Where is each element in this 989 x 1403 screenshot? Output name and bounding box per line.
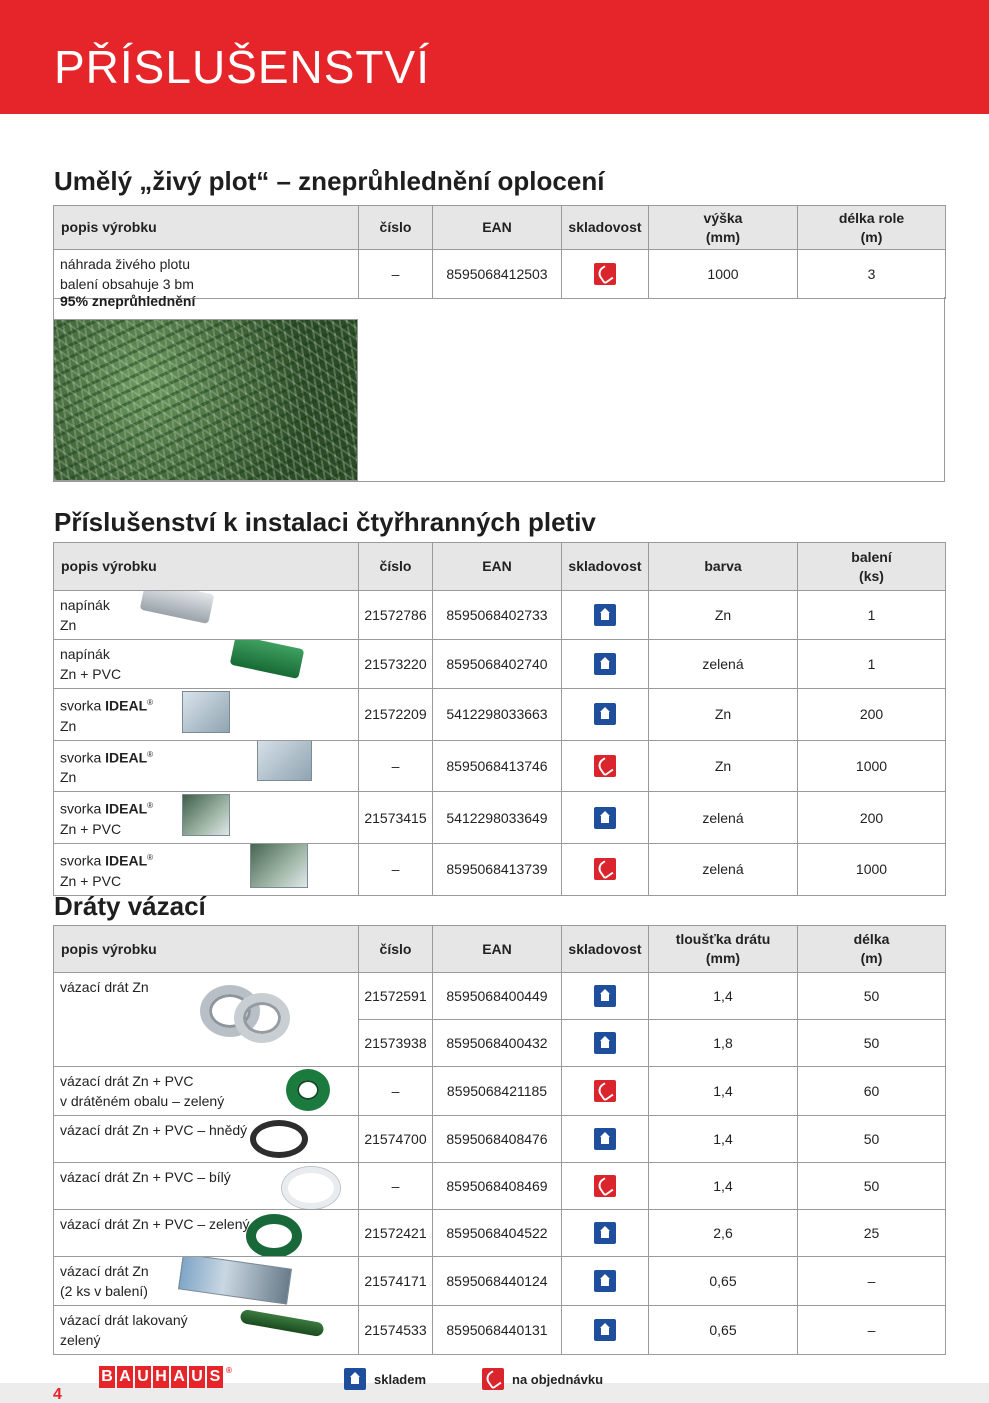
brand-name: IDEAL [105,800,148,817]
cell-number: – [359,1163,433,1210]
top-banner [0,0,989,114]
cell-package: 1000 [798,843,946,895]
row-description [54,250,359,299]
brand-name: IDEAL [105,697,148,714]
house-icon [594,1319,616,1341]
phone-icon [594,755,616,777]
table-header [54,543,946,591]
cell-thickness: 0,65 [649,1257,798,1306]
table-row [54,843,946,895]
desc-text [60,1310,352,1350]
house-icon [594,1032,616,1054]
row-description [54,689,359,741]
cell-number: 21574700 [359,1116,433,1163]
house-icon [594,807,616,829]
desc-line-2: v drátěném obalu – zelený [60,1093,225,1109]
cell-number: 21573415 [359,792,433,844]
cell-ean: 8595068413739 [433,843,562,895]
cell-color: Zn [649,689,798,741]
house-icon [594,1270,616,1292]
desc-line-2: Zn + PVC [60,872,122,889]
desc-text [60,693,352,736]
cell-stock [562,1306,649,1355]
desc-line-2: Zn + PVC [60,820,122,837]
cell-color: zelená [649,792,798,844]
cell-height: 1000 [649,250,798,299]
desc-text [60,1120,352,1140]
cell-stock [562,689,649,741]
bauhaus-logo [99,1366,233,1388]
desc-text [60,595,352,635]
desc-line-1: svorka [60,749,106,766]
cell-ean: 8595068413746 [433,740,562,792]
cell-length: 25 [798,1210,946,1257]
legend-order-label: na objednávku [512,1371,604,1387]
cell-stock [562,1163,649,1210]
cell-thickness: 2,6 [649,1210,798,1257]
row-description [54,1163,359,1210]
brand-name: IDEAL [105,749,148,766]
house-icon [594,1222,616,1244]
cell-stock [562,1210,649,1257]
col-header-roll-length: délka role (m) [798,206,946,250]
cell-number: 21572209 [359,689,433,741]
table-header [54,206,946,250]
row-description [54,740,359,792]
phone-icon [594,1080,616,1102]
cell-thickness: 1,8 [649,1020,798,1067]
section-title-hedge: Umělý „živý plot“ – zneprůhlednění oplocení [54,166,605,196]
row-description [54,1257,359,1306]
desc-line-1: svorka [60,800,106,817]
desc-text [60,848,352,891]
col-header-color: barva [649,543,798,591]
cell-ean: 8595068440131 [433,1306,562,1355]
cell-ean: 8595068412503 [433,250,562,299]
desc-text [60,1261,352,1301]
desc-line-1: svorka [60,852,106,869]
cell-length: – [798,1257,946,1306]
cell-stock [562,250,649,299]
house-icon [594,703,616,725]
cell-color: Zn [649,740,798,792]
table-row [54,1306,946,1355]
desc-line [60,693,352,716]
col-header-number: číslo [359,543,433,591]
cell-stock [562,843,649,895]
cell-stock [562,1020,649,1067]
table-row [54,1116,946,1163]
hedge-table [53,205,946,299]
col-header-stock: skladovost [562,206,649,250]
cell-thickness: 1,4 [649,1163,798,1210]
legend-order [482,1368,603,1390]
cell-thickness: 1,4 [649,1116,798,1163]
cell-stock [562,591,649,640]
row-description [54,973,359,1067]
cell-length: 50 [798,1020,946,1067]
wires-table [53,925,946,1355]
cell-number: 21573220 [359,640,433,689]
table-row [54,1257,946,1306]
col-header-number: číslo [359,926,433,973]
row-description [54,640,359,689]
cell-thickness: 1,4 [649,973,798,1020]
cell-stock [562,973,649,1020]
cell-number: – [359,1067,433,1116]
cell-length: 50 [798,973,946,1020]
registered-mark: ® [147,698,154,707]
cell-ean: 8595068440124 [433,1257,562,1306]
registered-mark: ® [147,749,154,759]
cell-stock [562,1116,649,1163]
desc-line-2: Zn [60,717,77,734]
table-header [54,926,946,973]
row-description [54,1067,359,1116]
logo-letter: U [189,1366,205,1388]
desc-line-2: zelený [60,1332,101,1348]
page-number: 4 [53,1386,62,1403]
cell-thickness: 1,4 [649,1067,798,1116]
cell-number: – [359,740,433,792]
cell-ean: 8595068402733 [433,591,562,640]
cell-length: 50 [798,1163,946,1210]
table-row [54,640,946,689]
cell-ean: 5412298033649 [433,792,562,844]
table-row [54,1067,946,1116]
cell-thickness: 0,65 [649,1306,798,1355]
col-header-stock: skladovost [562,543,649,591]
table-row [54,250,946,299]
house-icon [594,604,616,626]
desc-line [60,745,352,768]
desc-line-2: Zn + PVC [60,666,122,682]
logo-letter: H [153,1366,169,1388]
cell-number: – [359,250,433,299]
cell-number: 21572786 [359,591,433,640]
cell-package: 1000 [798,740,946,792]
logo-letter: S [207,1366,223,1388]
registered-mark: ® [147,801,154,811]
cell-package: 1 [798,640,946,689]
desc-line-1: napínák [60,646,110,662]
desc-text [60,977,352,997]
col-header-ean: EAN [433,206,562,250]
desc-line: náhrada živého plotu [60,256,190,272]
legend-stock [344,1368,426,1390]
desc-line-1: svorka [60,697,106,714]
section-title-wires: Dráty vázací [54,891,206,921]
col-header-length: délka (m) [798,926,946,973]
phone-icon [594,1175,616,1197]
desc-text [60,1214,352,1234]
row-description [54,1116,359,1163]
cell-package: 200 [798,792,946,844]
desc-line-1: vázací drát Zn [60,1263,149,1279]
logo-letter: A [171,1366,187,1388]
cell-number: 21572421 [359,1210,433,1257]
legend-stock-label: skladem [374,1371,427,1387]
section-title-accessories: Příslušenství k instalaci čtyřhranných pletiv [54,507,596,537]
house-icon [594,1128,616,1150]
desc-line [60,595,352,615]
col-header-number: číslo [359,206,433,250]
cell-ean: 8595068408469 [433,1163,562,1210]
cell-number: 21574171 [359,1257,433,1306]
cell-stock [562,740,649,792]
cell-ean: 8595068421185 [433,1067,562,1116]
desc-text [60,796,352,839]
table-row [54,689,946,741]
desc-line-1: vázací drát Zn [60,979,149,995]
cell-package: 1 [798,591,946,640]
table-row [54,973,946,1020]
brand-name: IDEAL [105,852,148,869]
cell-color: zelená [649,640,798,689]
table-row [54,792,946,844]
cell-stock [562,1257,649,1306]
logo-letter: U [135,1366,151,1388]
row-description [54,792,359,844]
cell-number: – [359,843,433,895]
desc-line [60,644,352,664]
cell-ean: 8595068404522 [433,1210,562,1257]
logo-letter: A [117,1366,133,1388]
phone-icon [482,1368,504,1390]
table-row [54,1210,946,1257]
accessories-table [53,542,946,896]
desc-text [60,644,352,684]
cell-length: 50 [798,1116,946,1163]
cell-ean: 8595068400449 [433,973,562,1020]
table-row [54,591,946,640]
house-icon [594,653,616,675]
phone-icon [594,858,616,880]
logo-letter: B [99,1366,115,1388]
page-title: PŘÍSLUŠENSTVÍ [54,41,430,93]
desc-line-2: (2 ks v balení) [60,1283,148,1299]
cell-number: 21574533 [359,1306,433,1355]
col-header-thickness: tloušťka drátu (mm) [649,926,798,973]
logo-registered-mark: ® [226,1366,232,1375]
cell-ean: 8595068408476 [433,1116,562,1163]
row-description [54,1210,359,1257]
cell-stock [562,792,649,844]
cell-number: 21572591 [359,973,433,1020]
col-header-stock: skladovost [562,926,649,973]
cell-color: Zn [649,591,798,640]
desc-text [60,745,352,788]
desc-line-1: napínák [60,597,110,613]
desc-line [60,848,352,871]
row-description [54,591,359,640]
col-header-package: balení (ks) [798,543,946,591]
row-description [54,843,359,895]
row-description [54,1306,359,1355]
desc-line-1: vázací drát Zn + PVC – bílý [60,1169,231,1185]
cell-number: 21573938 [359,1020,433,1067]
col-header-height: výška (mm) [649,206,798,250]
col-header-ean: EAN [433,926,562,973]
hedge-photo [53,319,358,481]
phone-icon [594,263,616,285]
desc-line [60,796,352,819]
cell-ean: 5412298033663 [433,689,562,741]
desc-line-1: vázací drát Zn + PVC – hnědý [60,1122,248,1138]
cell-ean: 8595068400432 [433,1020,562,1067]
cell-stock [562,1067,649,1116]
desc-line-1: vázací drát Zn + PVC – zelený [60,1216,250,1232]
cell-length: – [798,1306,946,1355]
col-header-ean: EAN [433,543,562,591]
house-icon [344,1368,366,1390]
house-icon [594,985,616,1007]
desc-line-1: vázací drát Zn + PVC [60,1073,194,1089]
desc-bold-line: 95% zneprůhlednění [60,293,196,309]
zinc-wire-coils-image [234,993,290,1043]
desc-line-2: Zn [60,617,77,633]
desc-text [60,1167,352,1187]
cell-package: 200 [798,689,946,741]
registered-mark: ® [147,852,154,862]
col-header-description: popis výrobku [54,206,359,250]
cell-length: 60 [798,1067,946,1116]
desc-text [60,1071,352,1111]
cell-ean: 8595068402740 [433,640,562,689]
cell-color: zelená [649,843,798,895]
col-header-description: popis výrobku [54,926,359,973]
desc-line: balení obsahuje 3 bm [60,276,194,292]
cell-roll-length: 3 [798,250,946,299]
desc-line-2: Zn [60,769,77,786]
col-header-description: popis výrobku [54,543,359,591]
table-row [54,740,946,792]
desc-line-1: vázací drát lakovaný [60,1312,188,1328]
table-row [54,1163,946,1210]
cell-stock [562,640,649,689]
